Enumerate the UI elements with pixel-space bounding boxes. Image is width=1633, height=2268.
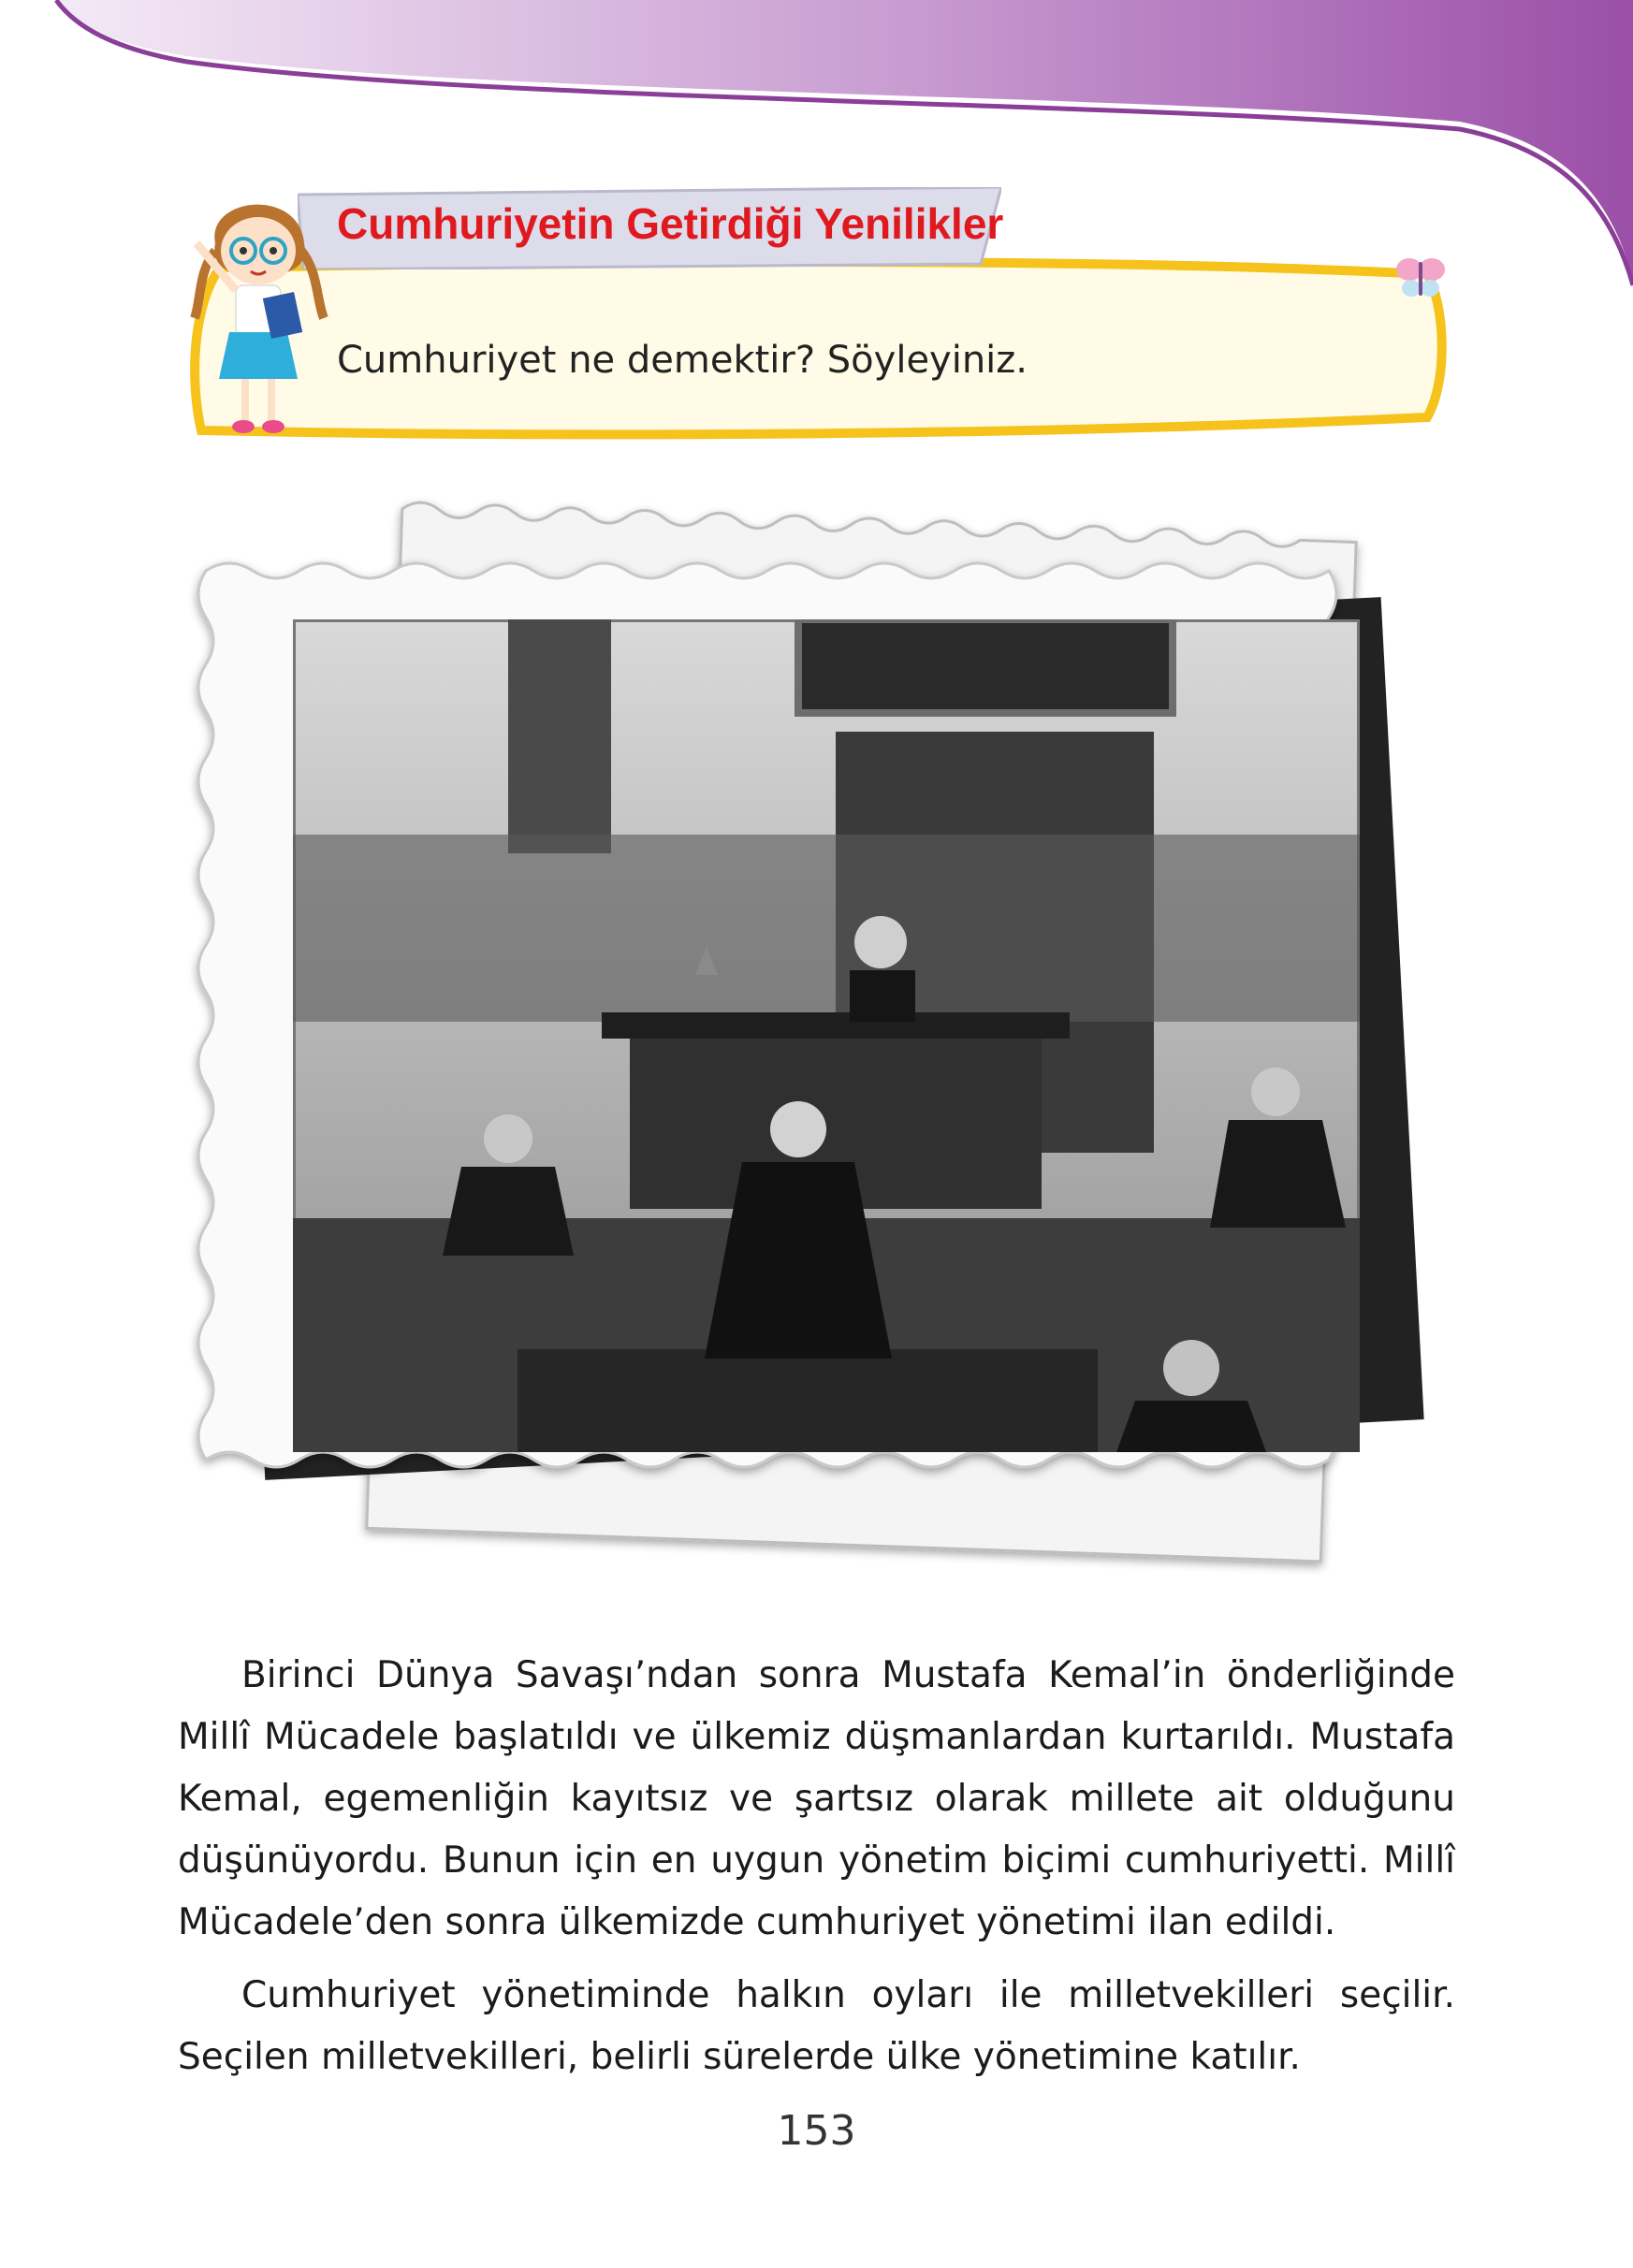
- body-paragraph-1: Birinci Dünya Savaşı’ndan sonra Mustafa Kemal’in önderliğinde Millî Mücadele başlatıldı ve ülkemiz düşmanlardan kurtarıldı. Mustafa Kemal, egemenliğin kayıtsız ve şartsız olarak millete ait olduğunu düşünüyordu. Bunun için en uygun yönetim biçimi cumhuriyetti. Millî Mücadele’den sonra ülkemizde cumhuriyet yönetimi ilan edildi.: [178, 1654, 1455, 1943]
- page-number: 153: [777, 2107, 856, 2155]
- butterfly-icon: [1394, 251, 1447, 303]
- section-title: Cumhuriyetin Getirdiği Yenilikler: [337, 199, 1004, 248]
- historical-photo: [293, 619, 1360, 1452]
- question-text: Cumhuriyet ne demektir? Söyleyiniz.: [337, 339, 1028, 382]
- cartoon-girl-icon: [178, 178, 337, 440]
- body-paragraph-2: Cumhuriyet yönetiminde halkın oyları ile milletvekilleri seçilir. Seçilen milletvekilleri, belirli sürelerde ülke yönetimine katılır.: [178, 1974, 1455, 2078]
